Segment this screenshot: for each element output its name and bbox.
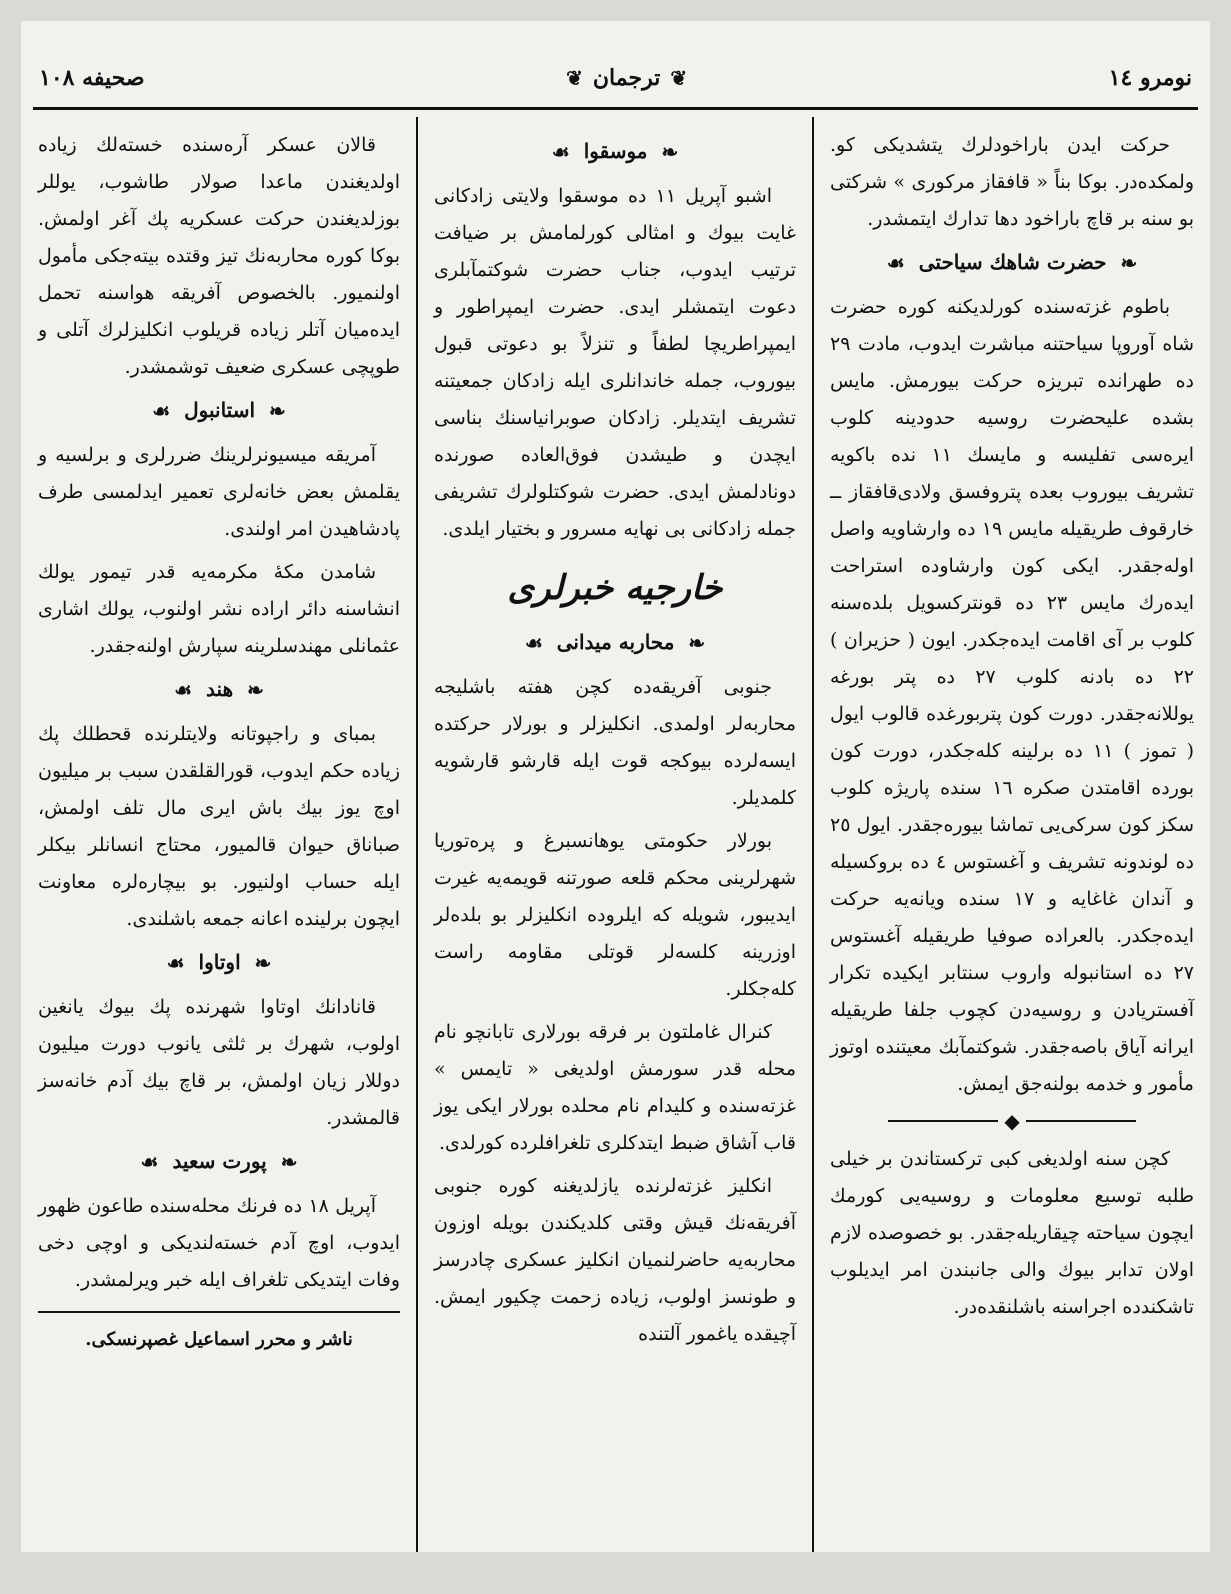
page-label: صحيفه ١٠٨ xyxy=(39,65,145,91)
section-heading xyxy=(434,133,796,170)
column-right xyxy=(814,117,1210,1552)
heading-text: اوتاوا xyxy=(198,950,241,974)
ornament-icon: ❧ xyxy=(661,139,679,164)
divider-line xyxy=(1026,1120,1136,1122)
masthead xyxy=(566,65,687,91)
newspaper-title: ترجمان xyxy=(592,65,661,91)
ornament-icon: ❧ xyxy=(247,677,264,702)
paragraph: حركت ايدن باراخودلرك يتشديكى كو. ولمكده‌در. بوكا بناً « قافقاز مركورى » شركتى بو سنه بر قاچ باراخود دها تدارك ايتمشدر. xyxy=(830,134,1194,230)
heading-text: پورت سعيد xyxy=(172,1149,267,1173)
section-heading xyxy=(38,671,400,708)
section-heading xyxy=(830,244,1194,281)
paragraph: قالان عسكر آره‌سنده خسته‌لك زياده اولديغندن ماعدا صولار طاشوب، يوللر بوزلديغندن حركت عسكريه پك آغر اولمش. بوكا كوره محاربه‌نك تيز وقتده بيته‌جكى مأمول اولنميور. بالخصوص آفريقه هواسنه تحمل ايده‌ميان آتلر زياده قريلوب انكليزلرك آتلى و طوپچى عسكرى ضعيف توشمشدر. xyxy=(38,134,400,378)
heading-text: موسقوا xyxy=(583,139,648,163)
ornament-icon: ☙ xyxy=(524,630,543,655)
paragraph: شامدن مكهٔ مكرمه‌يه قدر تيمور يولك انشاسنه دائر اراده نشر اولنوب، يولك اشارى عثمانلى مهندسلرينه سپارش اولنه‌جقدر. xyxy=(38,561,400,657)
column-middle xyxy=(418,117,814,1552)
section-heading xyxy=(38,392,400,429)
ornament-icon: ❧ xyxy=(269,398,286,423)
paragraph: بمباى و راجپوتانه ولايتلرنده قحطلك پك زياده حكم ايدوب، قورالقلقدن سبب بر ميليون اوچ يوز بيك باش ايرى مال تلف اولمش، صباناق حيوان قالميور، محتاج انسانلر بيكلر ايله حساب اولنيور. بو بيچاره‌لره معاونت ايچون برلينده اعانه جمعه باشلندى. xyxy=(38,723,400,930)
ornament-icon: ❧ xyxy=(688,630,706,655)
paragraph: آپريل ١٨ ده فرنك محله‌سنده طاعون ظهور ايدوب، اوچ آدم خسته‌لنديكى و اوچى دخى وفات ايتديكى تلغراف ايله خبر ويرلمشدر. xyxy=(38,1195,400,1291)
ornament-icon: ☙ xyxy=(152,398,171,423)
issue-label: نومرو ١٤ xyxy=(1108,65,1192,91)
section-divider xyxy=(830,1111,1194,1131)
page-header xyxy=(39,49,1192,107)
ornament-icon: ❧ xyxy=(254,950,272,975)
footer-rule xyxy=(38,1311,400,1313)
header-rule xyxy=(33,107,1198,110)
paragraph: آمريقه ميسيونرلرينك ضررلرى و برلسيه و يقلمش بعض خانه‌لرى تعمير ايدلمسى طرف پادشاهيدن امر اولندى. xyxy=(38,444,400,540)
ornament-icon: ☙ xyxy=(166,950,185,975)
publisher-line: ناشر و محرر اسماعيل غصپرنسكى. xyxy=(85,1329,353,1350)
ornament-icon: ☙ xyxy=(886,250,905,275)
section-heading xyxy=(434,624,796,661)
paragraph: قانادانك اوتاوا شهرنده پك بيوك يانغين اولوب، شهرك بر ثلثى يانوب دورت ميليون دوللار زيان اولمش، بر قاچ بيك آدم خانه‌سز قالمشدر. xyxy=(38,996,400,1129)
foreign-news-heading: خارجيه خبرلرى xyxy=(507,568,723,608)
newspaper-page xyxy=(21,21,1210,1552)
ornament-right-icon: ❦ xyxy=(670,66,688,90)
diamond-icon: ◆ xyxy=(1004,1109,1020,1133)
divider-line xyxy=(888,1120,998,1122)
page-number xyxy=(39,65,145,91)
heading-text: هند xyxy=(206,677,234,701)
paragraph: بورلار حكومتى يوهانسبرغ و پره‌توريا شهرلرينى محكم قلعه صورتنه قويمه‌يه غيرت ايديبور، شويله كه ايلروده انكليزلر بو بلده‌لر اوزرينه كلسه‌لر قوتلى مقاومه راست كله‌جكلر. xyxy=(434,830,796,1000)
section-heading xyxy=(38,944,400,981)
ornament-icon: ❧ xyxy=(280,1149,298,1174)
heading-text: استانبول xyxy=(184,398,256,422)
paragraph: انكليز غزته‌لرنده يازلديغنه كوره جنوبى آفريقه‌نك قيش وقتى كلديكندن بويله اوزون محاربه‌يه حاضرلنميان انكليز عسكرى چادرسز و طونسز اولوب، زياده زحمت چكيور ايمش. آچيقده ياغمور آلتنده xyxy=(434,1175,796,1345)
paragraph: اشبو آپريل ١١ ده موسقوا ولايتى زادكانى غايت بيوك و امثالى كورلمامش بر ضيافت ترتيب ايدوب، جناب حضرت شوكتمآبلرى دعوت ايتمشلر ايدى. حضرت ايمپراطور و ايمپراطريچا لطفاً و تنزلاً بو دعوتى قبول بيوروب، جمله خاندانلرى ايله زادكان جمعيتنه تشريف ايتديلر. زادكان صوبرانياسنك بناسى ايچدن و طيشدن فوق‌العاده صورنده دونادلمش ايدى. حضرت شوكتلولرك تشريفى جمله زادكانى بى نهايه مسرور و بختيار ايلدى. xyxy=(434,185,796,540)
issue-number xyxy=(1109,65,1192,91)
paragraph: جنوبى آفريقه‌ده كچن هفته باشليجه محاربه‌لر اولمدى. انكليزلر و بورلار حركتده ايسه‌لرده بيوكجه قوت ايله قارشو قارشويه كلمديلر. xyxy=(434,676,796,809)
paragraph: كچن سنه اولديغى كبى تركستاندن بر خيلى طلبه توسيع معلومات و روسيه‌يى كورمك ايچون سياحته چيقاريله‌جقدر. بو خصوصده لازم اولان تدابر بيوك والى جانبندن امر ايديلوب تاشكندده اجراسنه باشلنقده‌در. xyxy=(830,1148,1194,1318)
column-left xyxy=(22,117,418,1552)
ornament-icon: ☙ xyxy=(551,139,570,164)
heading-text: محاربه ميدانى xyxy=(556,630,675,654)
heading-text: حضرت شاهك سياحتى xyxy=(918,250,1107,274)
section-heading xyxy=(38,1143,400,1180)
paragraph: باطوم غزته‌سنده كورلديكنه كوره حضرت شاه آوروپا سياحتنه مباشرت ايدوب، مادت ٢٩ ده طهرانده تبريزه حركت بيورمش. مايس بشده عليحضرت روسيه حدودينه كلوب ايره‌سى تفليسه و مايسك ١١ نده باكويه تشريف بيوروب بعده پتروفسق ولادى‌قافقاز ــ خارقوف طريقيله مايس ١٩ ده وارشاويه واصل اوله‌جقدر. ايكى كون وارشاوده استراحت ايده‌رك مايس ٢٣ ده قونترکسويل بلده‌سنه كلوب بر آى اقامت ايده‌جكدر. ايون ( حزيران ) ٢٢ ده بادنه كلوب ٢٧ ده پتر بورغه يوللانه‌جقدر. دورت كون پتربورغده قالوب ايول ( تموز ) ١١ ده برلينه كله‌جكدر، دورت كون بورده اقامتدن صكره ١٦ سنده پاريژه كلوب سكز كون سركى‌يى تماشا بيوره‌جقدر. ايول ٢٥ ده لوندونه تشريف و آغستوس ٤ ده بروكسيله و آندان غاغايه و ١٧ سنده ويانه‌يه حركت ايده‌جكدر. بالعراده صوفيا طريقيله آغستوس ٢٧ ده استانبوله واروب سنتابر ايكيده تكرار آفستريادن و روسيه‌دن كچوب جلفا طريقيله ايرانه آياق باصه‌جقدر. شوكتمآبك معيتنده اوتوز مأمور و خدمه بولنه‌جق ايمش. xyxy=(830,296,1194,1095)
ornament-icon: ❧ xyxy=(1120,250,1138,275)
ornament-icon: ☙ xyxy=(174,677,193,702)
columns xyxy=(21,117,1210,1552)
ornament-left-icon: ❦ xyxy=(566,66,583,90)
paragraph: كنرال غاملتون بر فرقه بورلارى تابانچو نام محله قدر سورمش اولديغى « تايمس » غزته‌سنده و كليدام نام محلده بورلار ايكى يوز قاب آشاق ضبط ايتدكلرى تلغرافلرده كورلدى. xyxy=(434,1021,796,1154)
ornament-icon: ☙ xyxy=(140,1149,159,1174)
